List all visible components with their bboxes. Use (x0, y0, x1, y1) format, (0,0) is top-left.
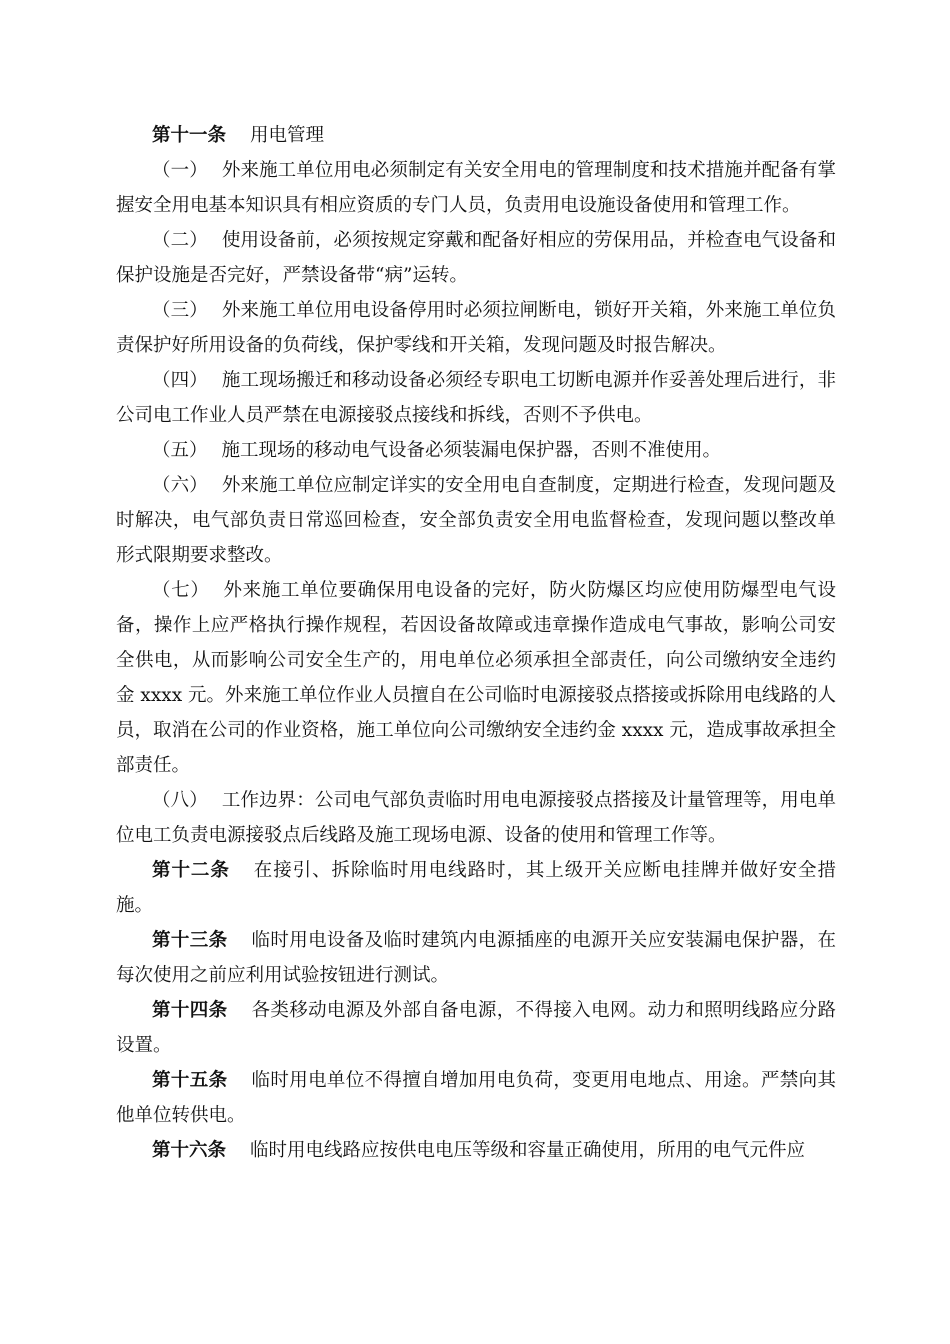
clause-item-1 (116, 153, 836, 223)
article-text: 临时用电线路应按供电电压等级和容量正确使用，所用的电气元件应 (250, 1140, 806, 1161)
clause-item-3 (116, 293, 836, 363)
item-label: （六） (152, 475, 208, 496)
article-16 (116, 1133, 836, 1168)
article-label: 第十二条 (152, 860, 230, 881)
item-label: （五） (152, 440, 208, 461)
article-text: 临时用电设备及临时建筑内电源插座的电源开关应安装漏电保护器，在每次使用之前应利用试验按钮进行测试。 (116, 930, 836, 986)
item-text: 使用设备前，必须按规定穿戴和配备好相应的劳保用品，并检查电气设备和保护设施是否完好，严禁设备带“病”运转。 (116, 230, 836, 286)
article-label: 第十一条 (152, 125, 227, 146)
article-12 (116, 853, 836, 923)
item-text: 外来施工单位应制定详实的安全用电自查制度，定期进行检查，发现问题及时解决，电气部负责日常巡回检查，安全部负责安全用电监督检查，发现问题以整改单形式限期要求整改。 (116, 475, 836, 566)
article-label: 第十三条 (152, 930, 228, 951)
article-13 (116, 923, 836, 993)
clause-item-4 (116, 363, 836, 433)
clause-item-5 (116, 433, 836, 468)
item-label: （四） (152, 370, 208, 391)
item-text: 施工现场的移动电气设备必须装漏电保护器，否则不准使用。 (221, 440, 722, 461)
item-text: 外来施工单位用电设备停用时必须拉闸断电，锁好开关箱，外来施工单位负责保护好所用设备的负荷线，保护零线和开关箱，发现问题及时报告解决。 (116, 300, 836, 356)
item-text: 施工现场搬迁和移动设备必须经专职电工切断电源并作妥善处理后进行，非公司电工作业人员严禁在电源接驳点接线和拆线，否则不予供电。 (116, 370, 836, 426)
clause-item-6 (116, 468, 836, 573)
item-text: 工作边界：公司电气部负责临时用电电源接驳点搭接及计量管理等，用电单位电工负责电源接驳点后线路及施工现场电源、设备的使用和管理工作等。 (116, 790, 836, 846)
clause-item-7 (116, 573, 836, 783)
article-text: 在接引、拆除临时用电线路时，其上级开关应断电挂牌并做好安全措施。 (116, 860, 836, 916)
article-14 (116, 993, 836, 1063)
article-label: 第十四条 (152, 1000, 228, 1021)
article-text: 临时用电单位不得擅自增加用电负荷，变更用电地点、用途。严禁向其他单位转供电。 (116, 1070, 836, 1126)
article-label: 第十五条 (152, 1070, 228, 1091)
item-text: 外来施工单位用电必须制定有关安全用电的管理制度和技术措施并配备有掌握安全用电基本知识具有相应资质的专门人员，负责用电设施设备使用和管理工作。 (116, 160, 836, 216)
clause-item-2 (116, 223, 836, 293)
item-label: （二） (152, 230, 208, 251)
item-label: （七） (152, 580, 210, 601)
article-11-heading (116, 118, 836, 153)
item-text: 外来施工单位要确保用电设备的完好，防火防爆区均应使用防爆型电气设备，操作上应严格执行操作规程，若因设备故障或违章操作造成电气事故，影响公司安全供电，从而影响公司安全生产的，用电单位必须承担全部责任，向公司缴纳安全违约金 xxxx 元。外来施工单位作业人员擅自在公司临时电源接驳点搭接或拆除用电线路的人员，取消在公司的作业资格，施工单位向公司缴纳安全违约金 xxxx 元，造成事故承担全部责任。 (116, 580, 836, 776)
document-page (116, 118, 836, 1168)
article-15 (116, 1063, 836, 1133)
item-label: （八） (152, 790, 208, 811)
article-text: 各类移动电源及外部自备电源，不得接入电网。动力和照明线路应分路设置。 (116, 1000, 836, 1056)
clause-item-8 (116, 783, 836, 853)
article-title: 用电管理 (250, 125, 325, 146)
item-label: （一） (152, 160, 208, 181)
article-label: 第十六条 (152, 1140, 227, 1161)
item-label: （三） (152, 300, 208, 321)
